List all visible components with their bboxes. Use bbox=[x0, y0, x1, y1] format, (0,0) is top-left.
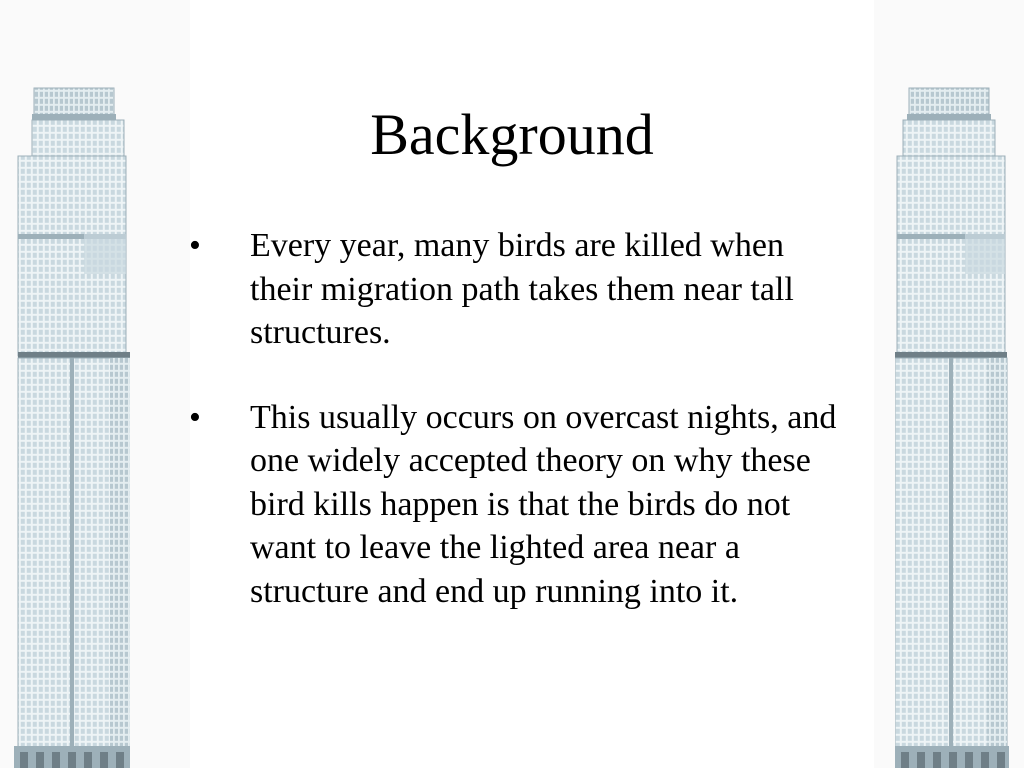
skyscraper-left-icon bbox=[14, 84, 130, 768]
bullet-item bbox=[180, 396, 840, 614]
bullet-marker: • bbox=[189, 398, 201, 436]
bullet-list bbox=[180, 224, 840, 654]
bullet-marker: • bbox=[189, 227, 201, 264]
bullet-text: This usually occurs on overcast nights, and one widely accepted theory on why these bird kills happen is that the birds do not want to leave the lighted area near a structure and end up running into it. bbox=[250, 398, 837, 610]
skyscraper-right-icon bbox=[895, 84, 1011, 768]
bullet-item bbox=[180, 224, 840, 355]
bullet-text: Every year, many birds are killed when their migration path takes them near tall structures. bbox=[250, 227, 794, 351]
slide-title: Background bbox=[370, 102, 654, 167]
